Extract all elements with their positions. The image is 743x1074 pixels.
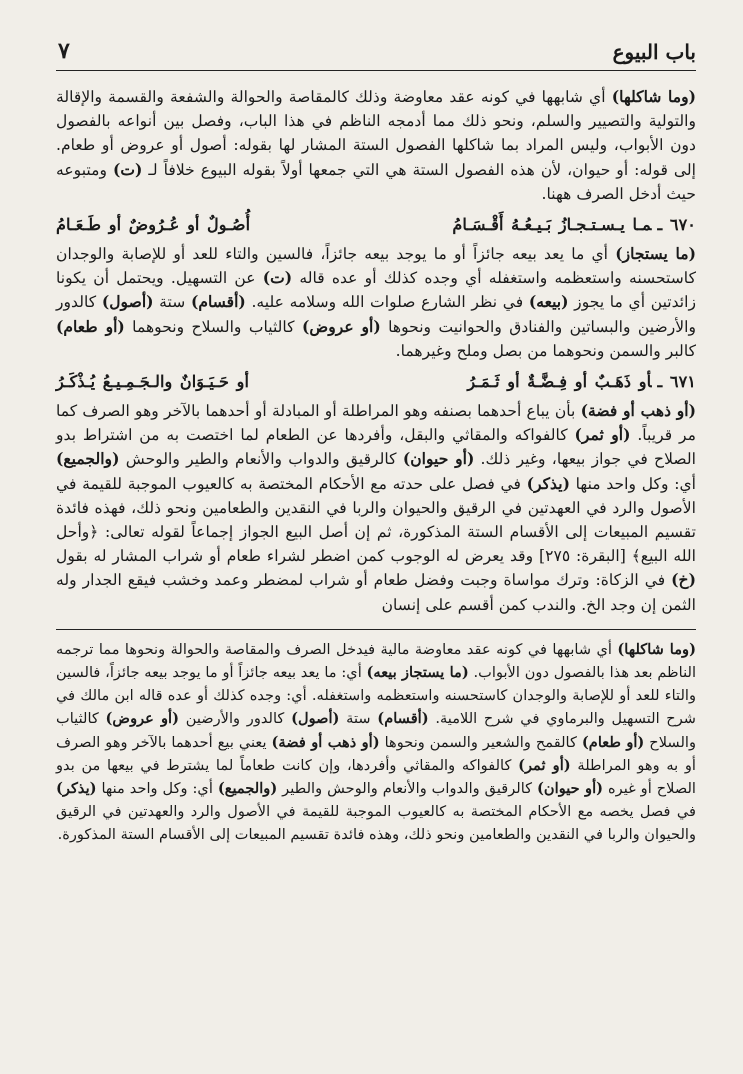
commentary-text: في نظر الشارع صلوات الله وسلامه عليه. (245, 293, 529, 312)
commentary-text: [البقرة: ٢٧٥] وقد يعرض له الوجوب كمن اضطر لشراء طعام أو شراب المشار له بقول (56, 547, 632, 566)
footnote-text: كالفواكه والمقاثي وأفردها، وإن كانت طعاماً لما يشترط في بيعها من بدو الصلاح أو غيره (56, 756, 696, 798)
commentary-text: ستة (153, 293, 191, 312)
quoted-term: (وما شاكلها) (611, 87, 696, 106)
footnote-text: أي شابهها في كونه عقد معاوضة مالية فيدخل الصرف والمقاصة والحوالة ونحوها مما ترجمه الناظم بعد هذا بالفصول دون الأبواب. (56, 640, 696, 682)
quoted-term: (أو حيوان) (402, 449, 475, 469)
verse-number: ٦٧١ ـ (657, 372, 696, 392)
verse-hemistich-1: أو ذَهَـبٌ أو فِـضَّـةٌ أو ثَـمَـرُ (467, 372, 652, 392)
footnote-paragraph (56, 638, 696, 847)
footnote-text: كالدور والأرضين (179, 710, 292, 728)
quoted-term: (والجميع) (56, 449, 120, 469)
commentary-text: أي: وكل واحد منها (569, 474, 696, 493)
quoted-term: (أو ثمر) (518, 756, 571, 774)
commentary-text: أي شابهها في كونه عقد معاوضة وذلك كالمقاصة والحوالة والشفعة والقسمة والإقالة والتولية والتصيير والسلم، ونحو ذلك مما أدمجه الناظم في هذا الباب، وفصل بين أنواعه بالفصول دون الأبواب، وليس المراد بما شاكلها الفصول الستة المشار لها بقوله: أصول أو عروض أو طعام. إلى قوله: أو حيوان، لأن هذه الفصول الستة هي التي جمعها أولاً بقوله البيوع خلافاً لـ (56, 88, 696, 179)
commentary-text: كالفواكه والمقاثي والبقل، وأفردها عن الطعام لما اختصت به من اشتراط بدو الصلاح في جواز بيعها، وغير ذلك. (56, 426, 697, 469)
quoted-term: (أصول) (101, 292, 154, 312)
book-page (56, 40, 696, 1050)
verse-hemistich-2: أو حَـيَـوَانٌ والـجَـمِـيـعُ يُـذْكَـرُ (56, 372, 249, 392)
footnote-text: كالقمح والشعير والسمن ونحوها (379, 733, 582, 751)
footnote-text: في فصل يخصه مع الأحكام المختصة به كالعيوب الموجبة للقيمة في الأصول والرد والعهدتين في الرقيق والحيوان والربا في النقدين والطعامين ونحو ذلك، وهذه فائدة تقسيم المبيعات إلى الأقسام الستة المذكورة. (56, 803, 696, 844)
commentary-paragraph-2 (56, 242, 696, 363)
quoted-term: (أو عروض) (301, 316, 381, 336)
commentary-text: عن التسهيل. ويحتمل أن يكونا زائدتين أي ما يجوز (56, 269, 697, 312)
source-abbreviation: (ت) (112, 159, 143, 179)
quran-quote: ﴿وأحل الله البيع﴾ (56, 523, 697, 566)
verse-number: ٦٧٠ ـ (657, 215, 696, 235)
commentary-paragraph-3 (56, 399, 696, 617)
page-number: ٧ (58, 38, 70, 64)
quoted-term: (أقسام) (377, 710, 429, 728)
commentary-text: كالرقيق والدواب والأنعام والطير والوحش (119, 450, 403, 469)
main-commentary (56, 85, 696, 617)
footnote-text: كالثياب والسلاح (56, 710, 696, 751)
commentary-text: في فصل على حدته مع الأحكام المختصة به كالعيوب الموجبة للقيمة في الأصول والرد في العهدتين في الرقيق والحيوان والربا في النقدين والطعامين ونحو ذلك، فهذه فائدة تقسيم المبيعات إلى الأقسام الستة المذكورة، ثم إن أصل البيع الجواز إجماعاً لقوله تعالى: (56, 474, 696, 542)
quoted-term: (أقسام) (190, 292, 246, 312)
commentary-text: كالدور والأرضين والبساتين والفنادق والحوانيت ونحوها (56, 293, 697, 336)
verse-670 (56, 210, 696, 240)
quoted-term: (أو طعام) (56, 316, 125, 336)
quoted-term: (ما يستجاز) (615, 244, 696, 264)
quoted-term: (بيعه) (528, 292, 569, 312)
verse-first-half (467, 367, 696, 397)
footnote-separator (56, 629, 696, 630)
verse-first-half (452, 210, 696, 240)
commentary-text: في الزكاة: وترك مواساة وجبت وفضل طعام أو شراب لمضطر وعمد وخشب فيقع الجدار وله الثمن إن وجد الخ. والندب كمن أقسم على إنسان (56, 571, 696, 614)
commentary-text: ومتبوعه حيث أدخل الصرف ههنا. (56, 160, 696, 203)
running-header (56, 40, 696, 71)
footnote-text: يعني بيع أحدهما بالآخر وهو الصرف أو به وهو المراطلة (56, 733, 696, 774)
commentary-text: أي ما يعد بيعه جائزاً أو ما يوجد بيعه جائزاً، فالسين والتاء للعد أو للإصابة والوجدان كاستحسنه واستعظمه واستغفله أي وجده كذلك أو عده قاله (56, 245, 696, 288)
quoted-term: (أو حيوان) (537, 780, 604, 798)
footnote-text: أي: ما يعد بيعه جائزاً أو ما يوجد بيعه جائزاً، فالسين والتاء للعد أو للإصابة والوجدان كاستحسنه واستعظمه واستغفله. أي: وجده كذلك أو عده قاله ابن مالك في شرح التسهيل والبرماوي في شرح اللامية. (56, 664, 697, 728)
quoted-term: (أو ذهب أو فضة) (271, 733, 380, 751)
footnote-section (56, 638, 696, 847)
commentary-text: كالثياب والسلاح ونحوهما (124, 317, 302, 336)
footnote-text: أي: وكل واحد منها (96, 780, 218, 798)
source-abbreviation: (ت) (262, 268, 293, 288)
quoted-term: (وما شاكلها) (617, 640, 696, 658)
commentary-paragraph-1 (56, 85, 696, 206)
footnote-text: ستة (339, 710, 378, 728)
quoted-term: (أو ذهب أو فضة) (580, 401, 696, 421)
footnote-text: كالرقيق والدواب والأنعام والوحش والطير (277, 780, 538, 798)
quoted-term: (أصول) (291, 710, 340, 728)
commentary-text: كالبر والسمن ونحوهما من بصل وملح وغيرهما. (395, 341, 696, 360)
quoted-term: (أو طعام) (581, 733, 645, 751)
verse-hemistich-1: مـا يـسـتـجـازُ بَـيـعُـهُ أَقْـسَـامُ (452, 215, 652, 235)
verse-hemistich-2: أُصُـولٌ أو عُـرُوضٌ أو طَـعَـامُ (56, 215, 251, 235)
quoted-term: (أو ثمر) (574, 425, 631, 445)
quoted-term: (يذكر) (526, 473, 570, 493)
quoted-term: (ما يستجاز بيعه) (366, 664, 469, 682)
quoted-term: (والجميع) (217, 780, 278, 798)
source-abbreviation: (خ) (671, 570, 696, 590)
quoted-term: (أو عروض) (105, 710, 180, 728)
quoted-term: (يذكر) (56, 780, 97, 798)
verse-671 (56, 367, 696, 397)
commentary-text: بأن يباع أحدهما بصنفه وهو المراطلة أو المبادلة أو أحدهما بالآخر وهو الصرف كما مر قريباً. (56, 402, 696, 445)
chapter-title: باب البيوع (612, 40, 696, 64)
